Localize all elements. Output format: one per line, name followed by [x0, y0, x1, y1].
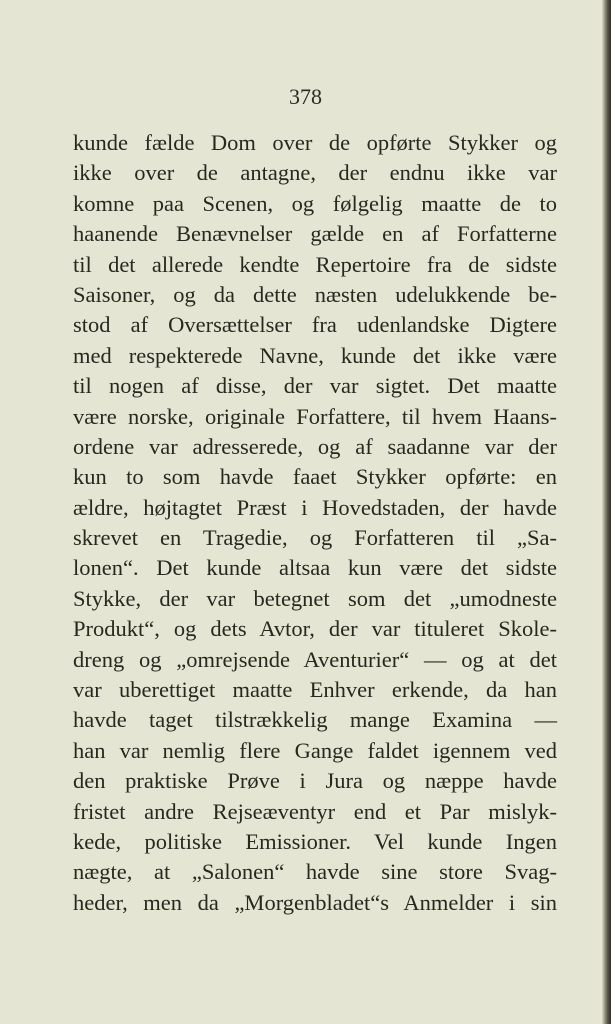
page-edge [602, 0, 611, 1024]
text-line: var uberettiget maatte Enhver erkende, da han [73, 677, 557, 703]
text-line: kede, politiske Emissioner. Vel kunde Ingen [73, 828, 557, 854]
text-line: komne paa Scenen, og følgelig maatte de to [73, 190, 557, 216]
text-line: med respekterede Navne, kunde det ikke være [73, 342, 557, 368]
text-line: han var nemlig flere Gange faldet igennem ved [73, 737, 557, 763]
text-line: ordene var adresserede, og af saadanne var der [73, 433, 557, 459]
text-line: nægte, at „Salonen“ havde sine store Svag- [73, 859, 557, 885]
text-line: stod af Oversættelser fra udenlandske Digtere [73, 312, 557, 338]
text-line: kunde fælde Dom over de opførte Stykker og [73, 130, 557, 155]
text-line: Produkt“, og dets Avtor, der var tituleret Skole- [73, 616, 557, 642]
text-line: den praktiske Prøve i Jura og næppe havde [73, 768, 557, 794]
text-line: til nogen af disse, der var sigtet. Det maatte [73, 373, 557, 399]
text-line: skrevet en Tragedie, og Forfatteren til „Sa- [73, 525, 557, 551]
text-line: Saisoner, og da dette næsten udelukkende be- [73, 281, 557, 307]
text-line: være norske, originale Forfattere, til hvem Haans- [73, 403, 557, 429]
text-line: heder, men da „Morgenbladet“s Anmelder i sin [73, 889, 557, 915]
text-line: til det allerede kendte Repertoire fra de sidste [73, 251, 557, 277]
page-number: 378 [289, 84, 322, 109]
body-text [73, 128, 557, 918]
text-line: kun to som havde faaet Stykker opførte: en [73, 464, 557, 490]
text-line: ikke over de antagne, der endnu ikke var [73, 160, 557, 186]
text-line: lonen“. Det kunde altsaa kun være det sidste [73, 555, 557, 581]
text-line: Stykke, der var betegnet som det „umodneste [73, 585, 557, 611]
text-line: haanende Benævnelser gælde en af Forfatterne [73, 221, 557, 247]
text-line: ældre, højtagtet Præst i Hovedstaden, der havde [73, 494, 557, 520]
text-line: fristet andre Rejseæventyr end et Par mislyk- [73, 798, 557, 824]
text-line: havde taget tilstrækkelig mange Examina — [73, 707, 557, 733]
text-line: dreng og „omrejsende Aventurier“ — og at det [73, 646, 557, 672]
